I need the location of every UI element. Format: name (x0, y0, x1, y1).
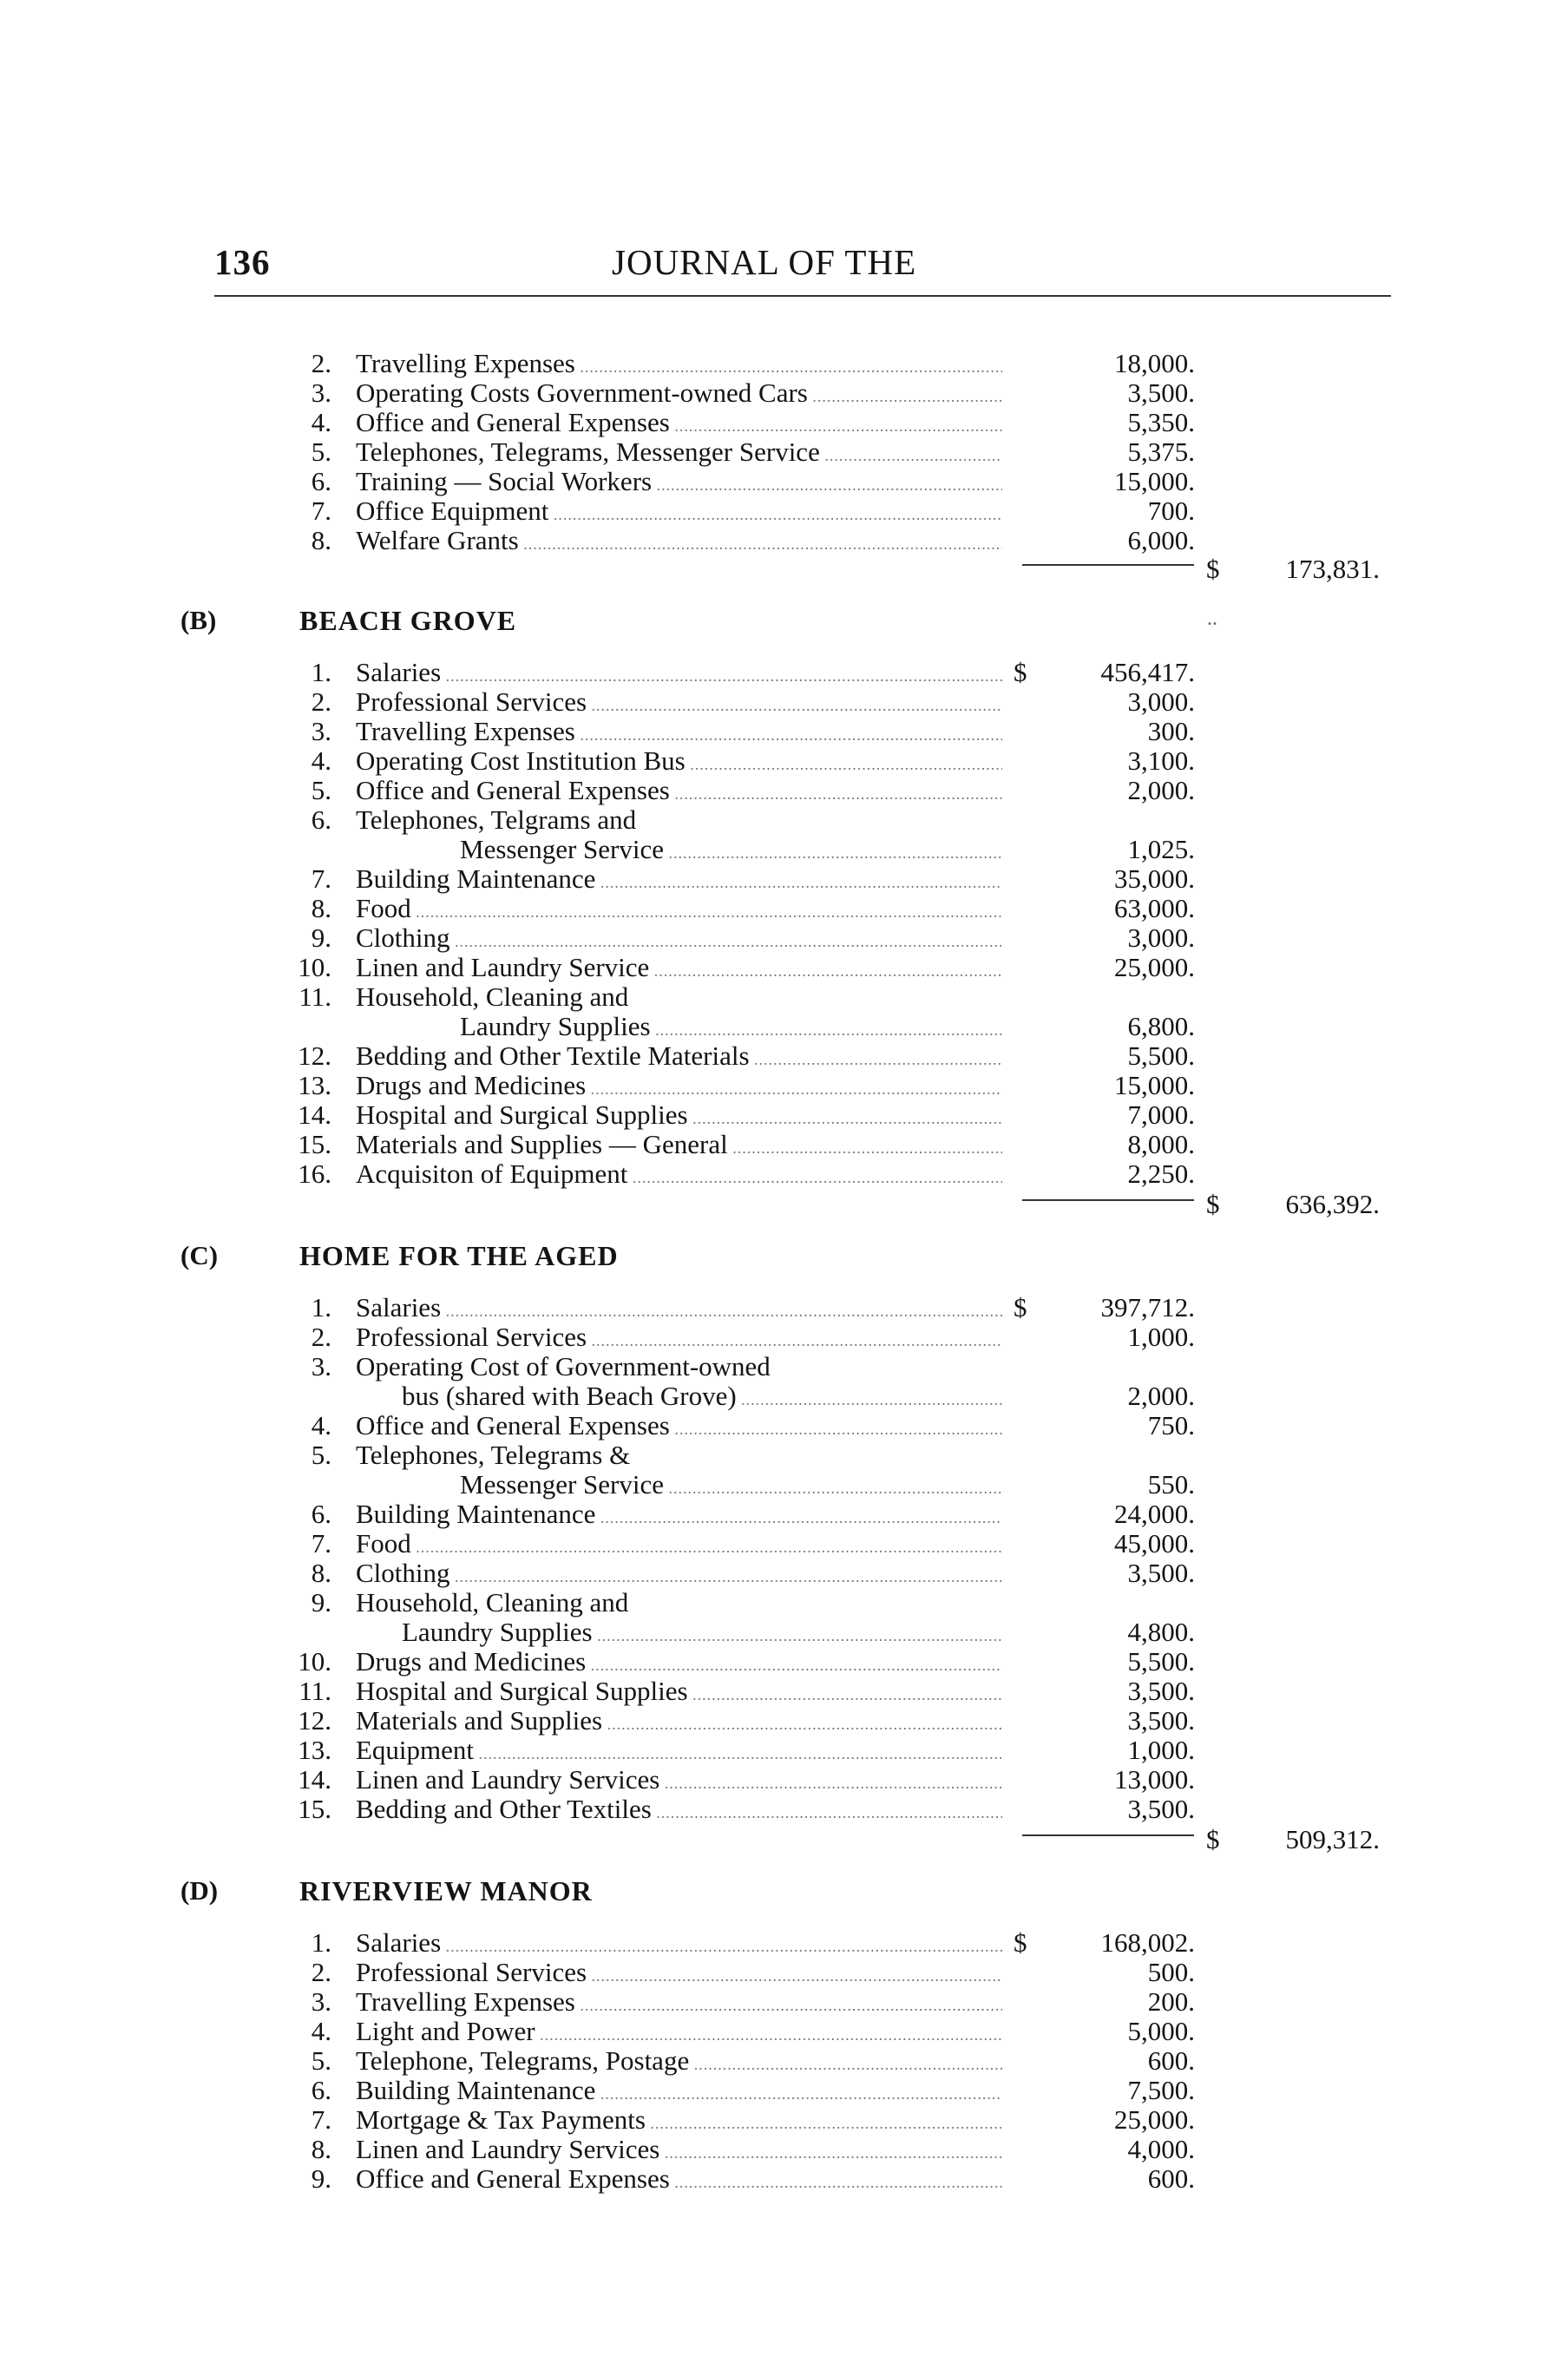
item-amount: 1,000. (1127, 1322, 1195, 1352)
item-label: Mortgage & Tax Payments ..... (356, 2105, 1002, 2138)
line-item (0, 1795, 1568, 1824)
item-number: 3. (311, 1351, 331, 1381)
item-label: Linen and Laundry Services ..... (356, 1765, 1002, 1798)
line-item (0, 1411, 1568, 1441)
section-total: 509,312. (1285, 1824, 1380, 1854)
item-number: 8. (311, 2134, 331, 2164)
line-item (0, 1500, 1568, 1529)
line-item-continuation (0, 1618, 1568, 1647)
item-amount: 500. (1147, 1957, 1195, 1987)
item-label: Hospital and Surgical Supplies ..... (356, 1677, 1002, 1710)
subtotal-rule (1022, 1199, 1194, 1201)
item-amount: 15,000. (1114, 466, 1195, 496)
item-label: Telephones, Telgrams and (356, 805, 637, 835)
item-amount: 3,500. (1127, 377, 1195, 408)
item-number: 2. (311, 686, 331, 717)
item-label: Operating Costs Government-owned Cars ..... (356, 378, 1002, 411)
item-amount: 4,800. (1127, 1617, 1195, 1647)
item-amount: 25,000. (1114, 2104, 1195, 2135)
item-label: Welfare Grants ..... (356, 526, 1002, 559)
item-number: 2. (311, 348, 331, 378)
item-number: 10. (298, 952, 331, 982)
line-item (0, 717, 1568, 746)
item-amount: 5,000. (1127, 2016, 1195, 2046)
item-amount: 3,500. (1127, 1676, 1195, 1706)
item-number: 5. (311, 2045, 331, 2076)
header-rule (214, 295, 1391, 297)
line-item (0, 496, 1568, 526)
item-label: Linen and Laundry Services ..... (356, 2135, 1002, 2168)
line-item (0, 894, 1568, 923)
item-number: 11. (299, 1676, 331, 1706)
section-title: RIVERVIEW MANOR (299, 1875, 593, 1906)
item-number: 8. (311, 1558, 331, 1588)
section-title: HOME FOR THE AGED (299, 1240, 619, 1271)
line-item (0, 2164, 1568, 2194)
item-number: 11. (299, 981, 331, 1012)
item-number: 3. (311, 377, 331, 408)
item-number: 5. (311, 436, 331, 467)
item-amount: 700. (1147, 495, 1195, 526)
line-item (0, 805, 1568, 835)
item-amount: 4,000. (1127, 2134, 1195, 2164)
section-letter: (D) (180, 1875, 219, 1906)
line-item-continuation (0, 1470, 1568, 1500)
item-amount: 300. (1147, 716, 1195, 746)
item-number: 4. (311, 407, 331, 437)
dollar-sign: $ (1014, 1292, 1027, 1322)
line-item-continuation (0, 835, 1568, 864)
item-label-continued: bus (shared with Beach Grove) ..... (402, 1381, 1002, 1414)
line-item (0, 1529, 1568, 1559)
item-label: Office and General Expenses ..... (356, 2164, 1002, 2197)
line-item (0, 746, 1568, 776)
line-item (0, 1071, 1568, 1100)
line-item (0, 776, 1568, 805)
item-label: Travelling Expenses ..... (356, 717, 1002, 750)
line-item (0, 1958, 1568, 1987)
item-label: Salaries ..... (356, 1293, 1002, 1326)
line-item (0, 1987, 1568, 2017)
item-label-continued: Laundry Supplies ..... (402, 1618, 1002, 1651)
item-amount: 35,000. (1114, 863, 1195, 894)
total-dollar-sign: $ (1206, 1824, 1220, 1854)
item-amount: 45,000. (1114, 1528, 1195, 1559)
item-amount: 750. (1147, 1410, 1195, 1441)
item-label-continued: Messenger Service ..... (460, 1470, 1002, 1503)
line-item (0, 408, 1568, 437)
item-number: 6. (311, 804, 331, 835)
item-number: 1. (311, 1292, 331, 1322)
item-number: 5. (311, 1440, 331, 1470)
item-number: 6. (311, 2075, 331, 2105)
item-label: Materials and Supplies — General ..... (356, 1130, 1002, 1163)
item-label: Clothing ..... (356, 923, 1002, 956)
item-number: 4. (311, 2016, 331, 2046)
item-label: Salaries ..... (356, 658, 1002, 691)
item-label: Hospital and Surgical Supplies ..... (356, 1100, 1002, 1133)
item-amount: 3,100. (1127, 745, 1195, 776)
item-label: Household, Cleaning and (356, 982, 629, 1012)
section-letter: (C) (180, 1240, 219, 1270)
dollar-sign: $ (1014, 1927, 1027, 1958)
item-label-continued: Messenger Service ..... (460, 835, 1002, 868)
line-item (0, 1041, 1568, 1071)
item-label: Food ..... (356, 1529, 1002, 1562)
line-item (0, 923, 1568, 953)
item-label: Office and General Expenses ..... (356, 776, 1002, 809)
line-item-continuation (0, 1381, 1568, 1411)
item-number: 15. (298, 1129, 331, 1159)
line-item (0, 1647, 1568, 1677)
item-amount: 2,000. (1127, 1381, 1195, 1411)
line-item (0, 1352, 1568, 1381)
item-amount: 24,000. (1114, 1499, 1195, 1529)
item-amount: 3,000. (1127, 922, 1195, 953)
item-number: 1. (311, 657, 331, 687)
line-item (0, 1159, 1568, 1189)
item-amount: 5,350. (1127, 407, 1195, 437)
item-amount: 15,000. (1114, 1070, 1195, 1100)
subtotal-rule (1022, 564, 1194, 566)
page-number: 136 (214, 242, 271, 282)
item-number: 3. (311, 716, 331, 746)
item-amount: 5,375. (1127, 436, 1195, 467)
item-number: 6. (311, 1499, 331, 1529)
item-amount: 18,000. (1114, 348, 1195, 378)
total-dollar-sign: $ (1206, 554, 1220, 584)
item-number: 7. (311, 2104, 331, 2135)
item-number: 12. (298, 1705, 331, 1736)
margin-mark: .. (1207, 607, 1217, 630)
item-label: Building Maintenance ..... (356, 864, 1002, 897)
line-item (0, 2105, 1568, 2135)
item-number: 14. (298, 1099, 331, 1130)
line-item (0, 467, 1568, 496)
section-total: 173,831. (1285, 554, 1380, 584)
item-label: Equipment ..... (356, 1736, 1002, 1769)
item-label: Travelling Expenses ..... (356, 1987, 1002, 2020)
item-number: 4. (311, 1410, 331, 1441)
item-label: Bedding and Other Textile Materials ..... (356, 1041, 1002, 1074)
line-item (0, 1765, 1568, 1795)
item-number: 5. (311, 775, 331, 805)
item-label-continued: Laundry Supplies ..... (460, 1012, 1002, 1045)
item-label: Salaries ..... (356, 1928, 1002, 1961)
item-label: Telephones, Telegrams & (356, 1441, 631, 1470)
item-number: 7. (311, 1528, 331, 1559)
item-number: 3. (311, 1986, 331, 2017)
item-number: 13. (298, 1070, 331, 1100)
item-number: 1. (311, 1927, 331, 1958)
line-item (0, 1706, 1568, 1736)
section-title: BEACH GROVE (299, 605, 517, 636)
item-amount: 397,712. (1100, 1292, 1195, 1322)
line-item (0, 1441, 1568, 1470)
line-item (0, 349, 1568, 378)
item-amount: 2,250. (1127, 1158, 1195, 1189)
line-item (0, 2046, 1568, 2076)
item-label: Household, Cleaning and (356, 1588, 629, 1618)
item-label: Building Maintenance ..... (356, 1500, 1002, 1532)
item-amount: 3,500. (1127, 1705, 1195, 1736)
item-label: Office and General Expenses ..... (356, 408, 1002, 441)
item-label: Travelling Expenses ..... (356, 349, 1002, 382)
item-amount: 3,000. (1127, 686, 1195, 717)
item-label: Linen and Laundry Service ..... (356, 953, 1002, 986)
line-item (0, 1736, 1568, 1765)
item-number: 9. (311, 1587, 331, 1618)
item-number: 2. (311, 1957, 331, 1987)
total-dollar-sign: $ (1206, 1189, 1220, 1219)
subtotal-rule (1022, 1834, 1194, 1836)
item-amount: 63,000. (1114, 893, 1195, 923)
line-item (0, 2076, 1568, 2105)
item-number: 13. (298, 1735, 331, 1765)
item-amount: 7,000. (1127, 1099, 1195, 1130)
line-item (0, 687, 1568, 717)
item-amount: 5,500. (1127, 1040, 1195, 1071)
item-number: 16. (298, 1158, 331, 1189)
item-number: 8. (311, 525, 331, 555)
item-number: 7. (311, 495, 331, 526)
line-item (0, 1928, 1568, 1958)
line-item (0, 1293, 1568, 1322)
line-item (0, 437, 1568, 467)
line-item (0, 2017, 1568, 2046)
item-number: 10. (298, 1646, 331, 1677)
item-label: Training — Social Workers ..... (356, 467, 1002, 500)
item-label: Operating Cost Institution Bus ..... (356, 746, 1002, 779)
item-number: 7. (311, 863, 331, 894)
line-item (0, 864, 1568, 894)
item-label: Office and General Expenses ..... (356, 1411, 1002, 1444)
item-label: Bedding and Other Textiles ..... (356, 1795, 1002, 1828)
item-amount: 3,500. (1127, 1558, 1195, 1588)
item-amount: 1,000. (1127, 1735, 1195, 1765)
item-amount: 6,800. (1127, 1011, 1195, 1041)
item-amount: 6,000. (1127, 525, 1195, 555)
line-item (0, 982, 1568, 1012)
line-item (0, 1559, 1568, 1588)
dollar-sign: $ (1014, 657, 1027, 687)
item-amount: 168,002. (1100, 1927, 1195, 1958)
item-label: Telephones, Telegrams, Messenger Service ..... (356, 437, 1002, 470)
item-number: 12. (298, 1040, 331, 1071)
item-amount: 7,500. (1127, 2075, 1195, 2105)
item-label: Office Equipment ..... (356, 496, 1002, 529)
item-number: 2. (311, 1322, 331, 1352)
item-amount: 550. (1147, 1469, 1195, 1500)
line-item (0, 1130, 1568, 1159)
line-item (0, 526, 1568, 555)
item-amount: 3,500. (1127, 1794, 1195, 1824)
item-amount: 456,417. (1100, 657, 1195, 687)
item-label: Food ..... (356, 894, 1002, 927)
item-number: 9. (311, 2163, 331, 2194)
item-label: Operating Cost of Government-owned (356, 1352, 771, 1381)
item-amount: 1,025. (1127, 834, 1195, 864)
line-item (0, 658, 1568, 687)
item-label: Telephone, Telegrams, Postage ..... (356, 2046, 1002, 2079)
item-amount: 200. (1147, 1986, 1195, 2017)
line-item (0, 1322, 1568, 1352)
running-title: JOURNAL OF THE (612, 242, 917, 282)
item-label: Clothing ..... (356, 1559, 1002, 1591)
line-item (0, 1100, 1568, 1130)
item-amount: 600. (1147, 2045, 1195, 2076)
item-label: Drugs and Medicines ..... (356, 1647, 1002, 1680)
item-number: 8. (311, 893, 331, 923)
line-item (0, 1677, 1568, 1706)
item-label: Professional Services ..... (356, 687, 1002, 720)
item-label: Drugs and Medicines ..... (356, 1071, 1002, 1104)
item-label: Acquisiton of Equipment ..... (356, 1159, 1002, 1192)
item-amount: 8,000. (1127, 1129, 1195, 1159)
item-number: 9. (311, 922, 331, 953)
line-item (0, 2135, 1568, 2164)
item-amount: 600. (1147, 2163, 1195, 2194)
item-label: Building Maintenance ..... (356, 2076, 1002, 2109)
item-amount: 13,000. (1114, 1764, 1195, 1795)
line-item (0, 378, 1568, 408)
item-number: 14. (298, 1764, 331, 1795)
item-label: Light and Power ..... (356, 2017, 1002, 2050)
item-amount: 2,000. (1127, 775, 1195, 805)
item-number: 15. (298, 1794, 331, 1824)
line-item-continuation (0, 1012, 1568, 1041)
item-label: Professional Services ..... (356, 1322, 1002, 1355)
line-item (0, 1588, 1568, 1618)
item-amount: 5,500. (1127, 1646, 1195, 1677)
item-label: Materials and Supplies ..... (356, 1706, 1002, 1739)
item-number: 4. (311, 745, 331, 776)
item-number: 6. (311, 466, 331, 496)
item-amount: 25,000. (1114, 952, 1195, 982)
line-item (0, 953, 1568, 982)
section-letter: (B) (180, 605, 217, 635)
item-label: Professional Services ..... (356, 1958, 1002, 1991)
section-total: 636,392. (1285, 1189, 1380, 1219)
